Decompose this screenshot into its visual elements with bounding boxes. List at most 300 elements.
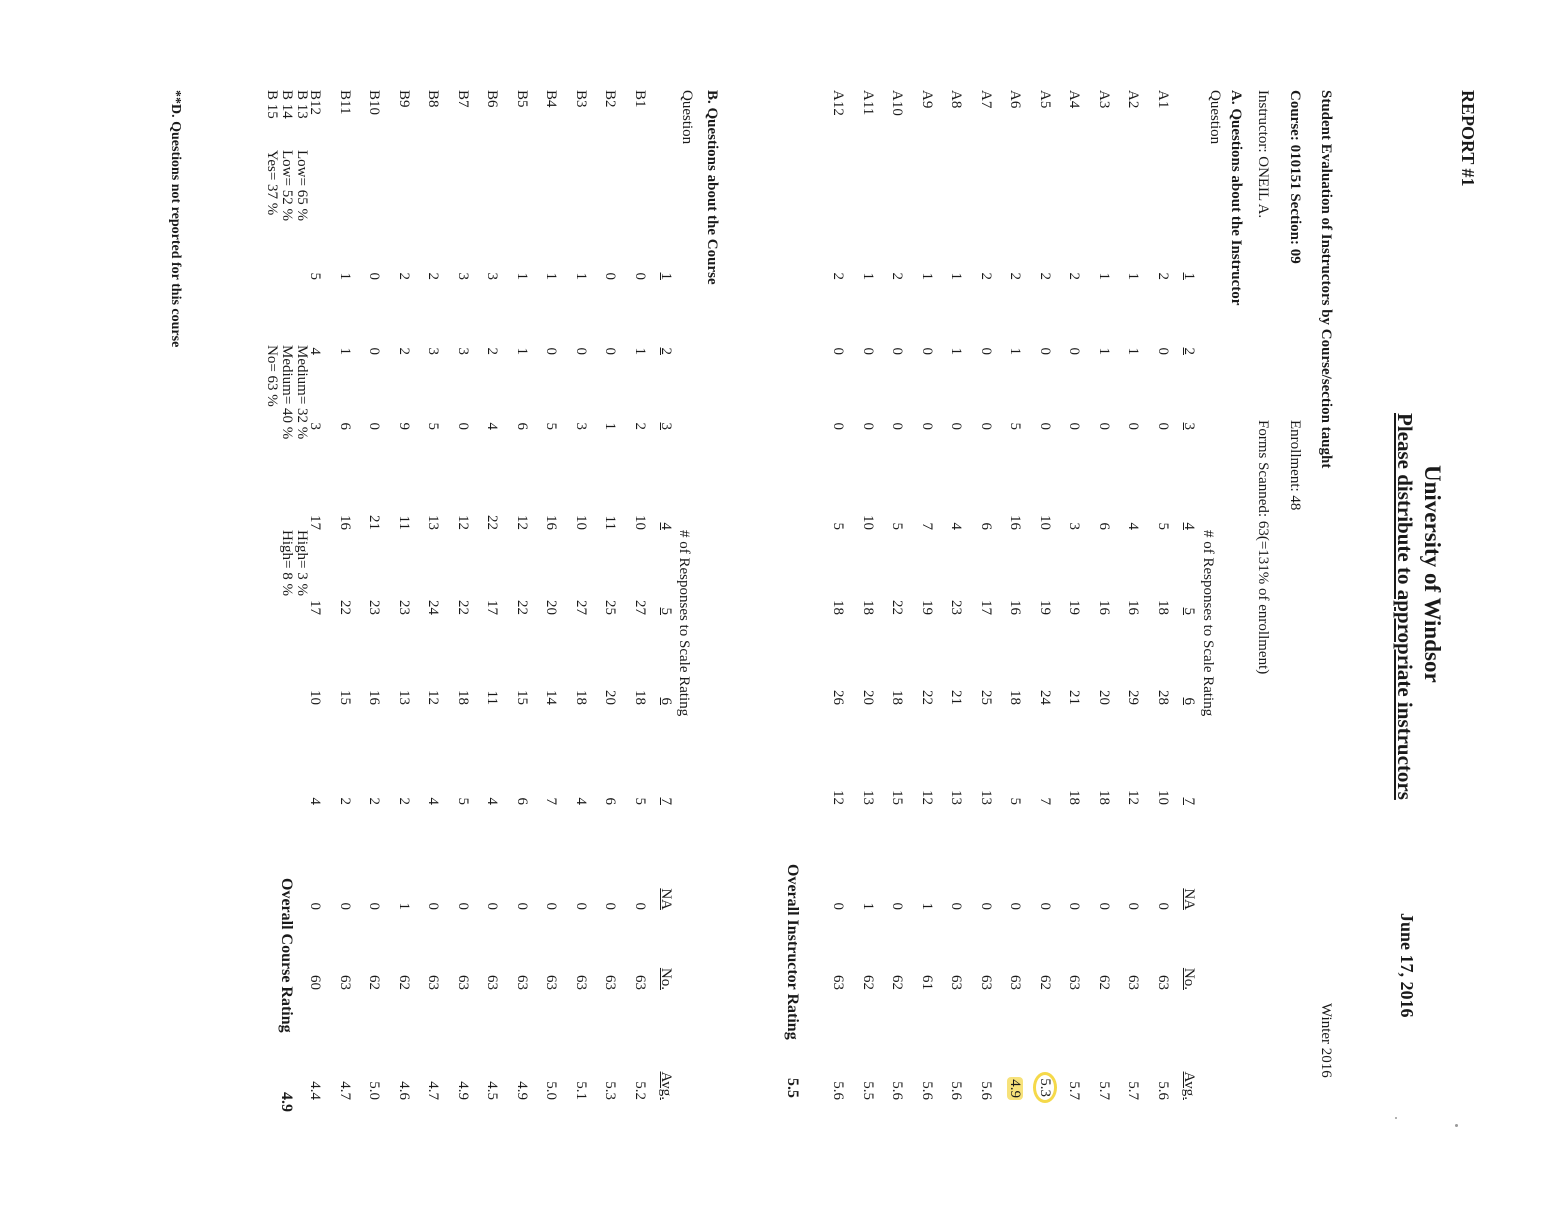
- table-cell: [631, 250, 648, 280]
- table-cell: [395, 585, 412, 615]
- extra-high-value: High= 3 %: [294, 530, 310, 596]
- cell-value: 6: [514, 797, 530, 805]
- average-value: 5.3: [1036, 1075, 1054, 1100]
- col-header-4: 4: [658, 522, 674, 530]
- cell-value: 12: [919, 790, 935, 805]
- cell-value: 62: [860, 975, 876, 990]
- table-cell: [454, 880, 471, 910]
- cell-value: 27: [632, 600, 648, 615]
- table-cell: [366, 880, 383, 910]
- cell-value: 12: [455, 515, 471, 530]
- table-cell: [1066, 960, 1083, 990]
- cell-value: 22: [919, 690, 935, 705]
- table-cell: [830, 585, 847, 615]
- table-cell: [631, 400, 648, 430]
- table-cell: [425, 400, 442, 430]
- col-header-5: 5: [1181, 607, 1197, 615]
- col-header-6: 6: [1181, 697, 1197, 705]
- question-id: B10: [366, 90, 383, 116]
- cell-value: 0: [1037, 422, 1053, 430]
- table-cell: [336, 1070, 353, 1100]
- question-id: A8: [948, 90, 965, 109]
- cell-value: 13: [860, 790, 876, 805]
- distribution-notice: Please distribute to appropriate instructors: [1393, 413, 1417, 800]
- table-cell: [631, 500, 648, 530]
- table-cell: [602, 960, 619, 990]
- cell-value: 2: [889, 272, 906, 280]
- cell-value: 0: [830, 422, 847, 430]
- table-cell: [366, 1070, 383, 1100]
- cell-value: 5: [307, 272, 324, 280]
- cell-value: 0: [919, 422, 935, 430]
- col-header-3: 3: [658, 422, 674, 430]
- cell-value: 23: [366, 600, 383, 615]
- table-cell: [1095, 250, 1112, 280]
- table-cell: [889, 775, 906, 805]
- table-cell: [307, 250, 324, 280]
- table-cell: [948, 1070, 965, 1100]
- cell-value: 63: [1125, 975, 1142, 990]
- extra-low-value: Low= 65 %: [294, 150, 310, 221]
- table-cell: [572, 960, 589, 990]
- cell-value: 25: [602, 600, 619, 615]
- average-value: 5.3: [602, 1081, 619, 1100]
- table-cell: [1066, 775, 1083, 805]
- table-cell: [977, 880, 994, 910]
- table-cell: [454, 675, 471, 705]
- table-cell: [513, 1070, 530, 1100]
- table-cell: [631, 1070, 648, 1100]
- question-id: B12: [307, 90, 324, 116]
- table-cell: [425, 585, 442, 615]
- table-cell: [484, 585, 501, 615]
- cell-value: 3: [307, 422, 324, 430]
- table-cell: [366, 675, 383, 705]
- table-cell: [977, 960, 994, 990]
- cell-value: 1: [337, 347, 353, 355]
- col-header-no: No.: [1181, 967, 1197, 990]
- cell-value: 0: [919, 347, 935, 355]
- cell-value: 24: [1037, 690, 1053, 705]
- question-id: A4: [1066, 90, 1083, 109]
- cell-value: 12: [830, 790, 847, 805]
- table-cell: [830, 325, 847, 355]
- question-id: B7: [455, 90, 471, 108]
- table-cell: [395, 250, 412, 280]
- cell-value: 63: [632, 975, 648, 990]
- table-cell: [366, 400, 383, 430]
- table-cell: [366, 500, 383, 530]
- table-cell: [395, 325, 412, 355]
- cell-value: 5: [543, 422, 560, 430]
- cell-value: 63: [455, 975, 471, 990]
- table-cell: [830, 250, 847, 280]
- cell-value: 0: [1125, 902, 1142, 910]
- table-cell: [859, 880, 876, 910]
- cell-value: 63: [425, 975, 442, 990]
- table-cell: [1036, 400, 1053, 430]
- cell-value: 0: [1155, 347, 1171, 355]
- average-value: 4.9: [1007, 1079, 1024, 1098]
- cell-value: 17: [978, 600, 994, 615]
- table-cell: [425, 1070, 442, 1100]
- table-cell: [1095, 585, 1112, 615]
- table-cell: [1095, 325, 1112, 355]
- cell-value: 22: [484, 515, 501, 530]
- average-value: 5.6: [978, 1081, 994, 1100]
- table-cell: [1036, 250, 1053, 280]
- table-cell: [425, 675, 442, 705]
- table-cell: [948, 775, 965, 805]
- cell-value: 5: [425, 422, 442, 430]
- cell-value: 18: [573, 690, 589, 705]
- cell-value: 0: [543, 902, 560, 910]
- average-value: 4.7: [337, 1081, 353, 1100]
- table-cell: [513, 775, 530, 805]
- cell-value: 9: [396, 422, 412, 430]
- col-header-1: 1: [658, 272, 674, 280]
- table-cell: [631, 325, 648, 355]
- table-cell: [1154, 1070, 1171, 1100]
- table-cell: [336, 400, 353, 430]
- cell-value: 62: [396, 975, 412, 990]
- table-cell: [366, 250, 383, 280]
- table-cell: [395, 960, 412, 990]
- question-id: A10: [889, 90, 906, 116]
- table-cell: [454, 500, 471, 530]
- cell-value: 2: [366, 797, 383, 805]
- table-cell: [602, 325, 619, 355]
- col-header-6: 6: [658, 697, 674, 705]
- col-header-2: 2: [658, 347, 674, 355]
- overall-course-label: Overall Course Rating: [278, 878, 295, 1033]
- table-cell: [543, 585, 560, 615]
- table-cell: [889, 585, 906, 615]
- question-id: B1: [632, 90, 648, 108]
- cell-value: 2: [632, 422, 648, 430]
- cell-value: 1: [1096, 347, 1112, 355]
- cell-value: 1: [573, 272, 589, 280]
- cell-value: 0: [337, 902, 353, 910]
- cell-value: 0: [1155, 902, 1171, 910]
- table-cell: [918, 880, 935, 910]
- table-cell: [513, 325, 530, 355]
- table-cell: [572, 325, 589, 355]
- table-cell: [572, 775, 589, 805]
- table-cell: [977, 500, 994, 530]
- table-cell: [307, 960, 324, 990]
- cell-value: 63: [543, 975, 560, 990]
- col-header-3: 3: [1181, 422, 1197, 430]
- cell-value: 0: [514, 902, 530, 910]
- instructor-name: Instructor: ONEIL A.: [1255, 90, 1271, 219]
- table-cell: [1125, 775, 1142, 805]
- table-cell: [889, 1070, 906, 1100]
- cell-value: 2: [396, 797, 412, 805]
- cell-value: 16: [337, 515, 353, 530]
- cell-value: 1: [1007, 347, 1024, 355]
- cell-value: 18: [830, 600, 847, 615]
- cell-value: 15: [337, 690, 353, 705]
- cell-value: 5: [1007, 797, 1024, 805]
- section-a-title: A. Questions about the Instructor: [1228, 90, 1244, 306]
- table-cell: [454, 400, 471, 430]
- cell-value: 20: [1096, 690, 1112, 705]
- table-cell: [395, 1070, 412, 1100]
- table-cell: [948, 250, 965, 280]
- cell-value: 0: [602, 272, 619, 280]
- table-cell: [830, 880, 847, 910]
- cell-value: 12: [425, 690, 442, 705]
- table-cell: [307, 880, 324, 910]
- cell-value: 0: [948, 422, 965, 430]
- question-id: B6: [484, 90, 501, 108]
- table-cell: [1095, 880, 1112, 910]
- col-header-na: NA: [658, 888, 674, 910]
- cell-value: 7: [543, 797, 560, 805]
- table-cell: [948, 960, 965, 990]
- table-cell: [1066, 400, 1083, 430]
- table-cell: [602, 1070, 619, 1100]
- cell-value: 2: [830, 272, 847, 280]
- table-cell: [1007, 585, 1024, 615]
- table-cell: [859, 585, 876, 615]
- cell-value: 62: [366, 975, 383, 990]
- table-cell: [859, 250, 876, 280]
- table-cell: [918, 960, 935, 990]
- cell-value: 4: [484, 422, 501, 430]
- cell-value: 15: [889, 790, 906, 805]
- cell-value: 16: [366, 690, 383, 705]
- table-cell: [977, 775, 994, 805]
- table-cell: [572, 400, 589, 430]
- table-cell: [1125, 400, 1142, 430]
- cell-value: 0: [307, 902, 324, 910]
- table-cell: [336, 585, 353, 615]
- table-cell: [889, 325, 906, 355]
- cell-value: 61: [919, 975, 935, 990]
- cell-value: 19: [1037, 600, 1053, 615]
- table-cell: [543, 675, 560, 705]
- table-cell: [454, 325, 471, 355]
- cell-value: 19: [1066, 600, 1083, 615]
- cell-value: 63: [573, 975, 589, 990]
- table-cell: [395, 400, 412, 430]
- table-cell: [1154, 250, 1171, 280]
- table-cell: [1036, 585, 1053, 615]
- cell-value: 63: [484, 975, 501, 990]
- table-cell: [513, 675, 530, 705]
- col-header-5: 5: [658, 607, 674, 615]
- table-cell: [1125, 960, 1142, 990]
- cell-value: 5: [1007, 422, 1024, 430]
- cell-value: 5: [889, 522, 906, 530]
- col-header-na: NA: [1181, 888, 1197, 910]
- cell-value: 2: [484, 347, 501, 355]
- cell-value: 63: [1007, 975, 1024, 990]
- table-cell: [543, 960, 560, 990]
- table-cell: [1125, 325, 1142, 355]
- cell-value: 19: [919, 600, 935, 615]
- cell-value: 2: [396, 347, 412, 355]
- extra-question-id: B 15: [264, 90, 280, 119]
- cell-value: 13: [396, 690, 412, 705]
- cell-value: 0: [889, 422, 906, 430]
- average-value: 4.5: [484, 1081, 501, 1100]
- cell-value: 4: [1125, 522, 1142, 530]
- cell-value: 4: [425, 797, 442, 805]
- cell-value: 5: [830, 522, 847, 530]
- cell-value: 17: [307, 600, 324, 615]
- cell-value: 15: [514, 690, 530, 705]
- table-cell: [1007, 960, 1024, 990]
- table-cell: [336, 775, 353, 805]
- cell-value: 0: [602, 902, 619, 910]
- table-cell: [918, 250, 935, 280]
- average-value: 5.0: [543, 1081, 560, 1100]
- cell-value: 0: [1007, 902, 1024, 910]
- cell-value: 2: [1007, 272, 1024, 280]
- table-cell: [336, 325, 353, 355]
- section-a-responses-label: # of Responses to Scale Rating: [1200, 530, 1216, 717]
- cell-value: 28: [1155, 690, 1171, 705]
- table-cell: [859, 500, 876, 530]
- cell-value: 1: [337, 272, 353, 280]
- table-cell: [918, 500, 935, 530]
- cell-value: 4: [948, 522, 965, 530]
- cell-value: 2: [396, 272, 412, 280]
- report-date: June 17, 2016: [1397, 913, 1417, 1018]
- cell-value: 11: [602, 515, 619, 530]
- table-cell: [918, 325, 935, 355]
- table-cell: [1066, 585, 1083, 615]
- cell-value: 1: [396, 902, 412, 910]
- table-cell: [948, 325, 965, 355]
- table-cell: [1007, 675, 1024, 705]
- cell-value: 0: [889, 902, 906, 910]
- average-value: 5.5: [860, 1081, 876, 1100]
- report-id: REPORT #1: [1458, 90, 1478, 187]
- cell-value: 63: [830, 975, 847, 990]
- cell-value: 10: [860, 515, 876, 530]
- table-cell: [889, 500, 906, 530]
- table-cell: [484, 675, 501, 705]
- question-id: A12: [830, 90, 847, 116]
- cell-value: 0: [602, 347, 619, 355]
- table-cell: [425, 500, 442, 530]
- table-cell: [602, 250, 619, 280]
- table-cell: [859, 400, 876, 430]
- col-header-1: 1: [1181, 272, 1197, 280]
- cell-value: 13: [978, 790, 994, 805]
- table-cell: [602, 880, 619, 910]
- question-id: B11: [337, 90, 353, 115]
- cell-value: 27: [573, 600, 589, 615]
- average-value: 5.6: [889, 1081, 906, 1100]
- table-cell: [1007, 400, 1024, 430]
- table-cell: [1066, 250, 1083, 280]
- cell-value: 13: [948, 790, 965, 805]
- section-b-responses-label: # of Responses to Scale Rating: [676, 530, 692, 717]
- cell-value: 21: [948, 690, 965, 705]
- cell-value: 63: [337, 975, 353, 990]
- cell-value: 10: [1037, 515, 1053, 530]
- table-cell: [889, 960, 906, 990]
- table-cell: [918, 1070, 935, 1100]
- cell-value: 63: [1155, 975, 1171, 990]
- average-value: 5.6: [919, 1081, 935, 1100]
- table-cell: [889, 250, 906, 280]
- table-cell: [859, 1070, 876, 1100]
- cell-value: 0: [573, 902, 589, 910]
- table-cell: [1007, 880, 1024, 910]
- table-cell: [948, 400, 965, 430]
- table-cell: [336, 250, 353, 280]
- table-cell: [1036, 1070, 1053, 1100]
- table-cell: [366, 325, 383, 355]
- cell-value: 18: [1066, 790, 1083, 805]
- cell-value: 0: [1096, 422, 1112, 430]
- cell-value: 4: [573, 797, 589, 805]
- table-cell: [484, 775, 501, 805]
- table-cell: [948, 585, 965, 615]
- table-cell: [859, 775, 876, 805]
- cell-value: 17: [307, 515, 324, 530]
- average-value: 4.9: [455, 1081, 471, 1100]
- table-cell: [395, 880, 412, 910]
- cell-value: 12: [1125, 790, 1142, 805]
- table-cell: [425, 325, 442, 355]
- cell-value: 4: [484, 797, 501, 805]
- cell-value: 18: [455, 690, 471, 705]
- question-id: B9: [396, 90, 412, 108]
- average-value: 4.9: [514, 1081, 530, 1100]
- table-cell: [830, 775, 847, 805]
- cell-value: 1: [514, 347, 530, 355]
- cell-value: 20: [543, 600, 560, 615]
- table-cell: [631, 675, 648, 705]
- cell-value: 24: [425, 600, 442, 615]
- cell-value: 2: [978, 272, 994, 280]
- table-cell: [425, 880, 442, 910]
- table-cell: [977, 585, 994, 615]
- question-id: A5: [1037, 90, 1053, 109]
- table-cell: [1066, 325, 1083, 355]
- overall-instructor-value: 5.5: [784, 1078, 801, 1098]
- table-cell: [513, 585, 530, 615]
- cell-value: 20: [860, 690, 876, 705]
- cell-value: 62: [889, 975, 906, 990]
- table-cell: [918, 675, 935, 705]
- cell-value: 63: [978, 975, 994, 990]
- table-cell: [889, 400, 906, 430]
- table-cell: [1066, 880, 1083, 910]
- table-cell: [830, 1070, 847, 1100]
- cell-value: 0: [632, 902, 648, 910]
- cell-value: 0: [830, 347, 847, 355]
- cell-value: 16: [1125, 600, 1142, 615]
- table-cell: [1007, 775, 1024, 805]
- table-cell: [602, 500, 619, 530]
- table-cell: [484, 400, 501, 430]
- term: Winter 2016: [1318, 1003, 1334, 1078]
- table-cell: [336, 880, 353, 910]
- average-value: 5.6: [830, 1081, 847, 1100]
- cell-value: 6: [978, 522, 994, 530]
- average-value: 5.7: [1096, 1081, 1112, 1100]
- cell-value: 20: [602, 690, 619, 705]
- table-cell: [513, 960, 530, 990]
